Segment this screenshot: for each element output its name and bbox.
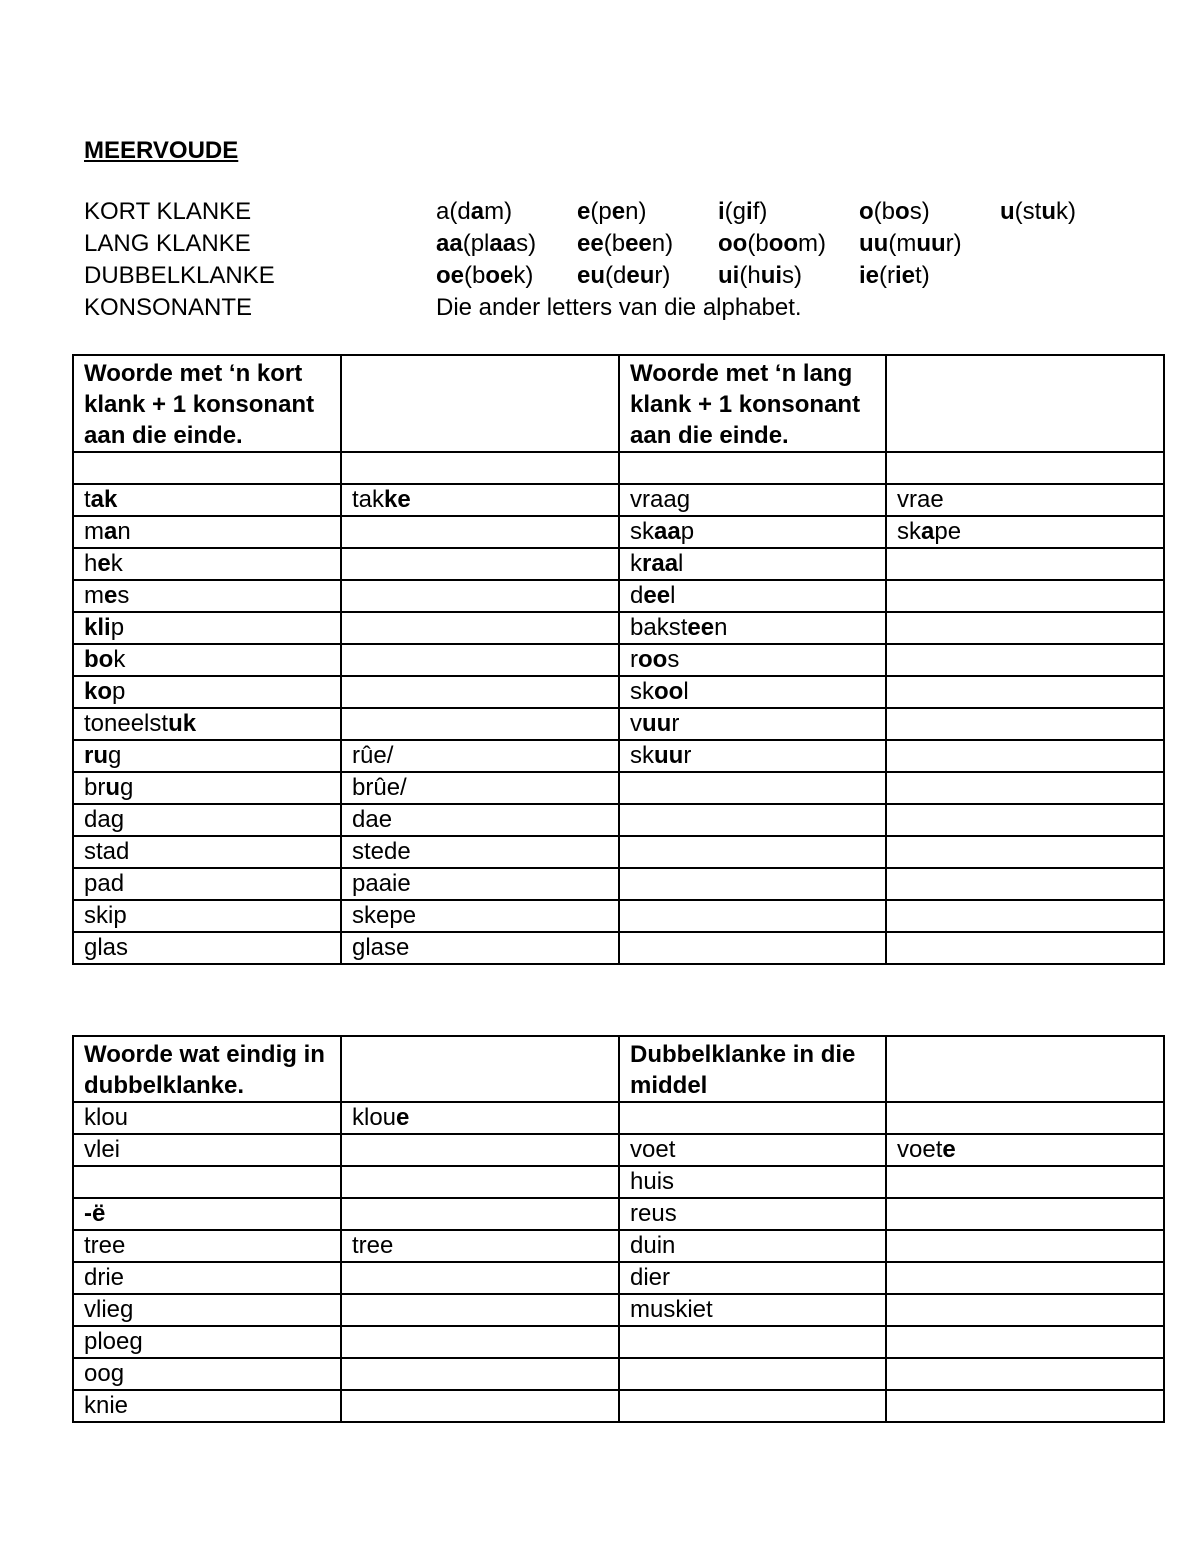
table-cell: rûe/	[341, 740, 619, 772]
sound-example: eu(deur)	[577, 262, 671, 289]
table-cell	[619, 932, 886, 964]
table-cell	[341, 548, 619, 580]
table-cell	[341, 612, 619, 644]
table-cell	[886, 612, 1164, 644]
short-long-vowel-table	[72, 354, 1165, 965]
table-cell	[341, 1326, 619, 1358]
table-row	[73, 1134, 1164, 1166]
table-cell	[886, 548, 1164, 580]
table-cell	[886, 1102, 1164, 1134]
table-cell: brug	[73, 772, 341, 804]
sound-example: oo(boom)	[718, 230, 827, 257]
table-cell: drie	[73, 1262, 341, 1294]
table-cell	[619, 1326, 886, 1358]
page-title: MEERVOUDE	[84, 137, 239, 164]
table-cell	[73, 1166, 341, 1198]
table-cell: -ë	[73, 1198, 341, 1230]
table-cell	[886, 804, 1164, 836]
sound-example: e(pen)	[577, 198, 647, 225]
table-cell	[886, 452, 1164, 484]
table-cell	[341, 1198, 619, 1230]
table-cell: vlei	[73, 1134, 341, 1166]
table-cell: skepe	[341, 900, 619, 932]
table-cell	[886, 772, 1164, 804]
table-cell	[886, 836, 1164, 868]
table-cell: dier	[619, 1262, 886, 1294]
table-cell: skape	[886, 516, 1164, 548]
table-cell: stede	[341, 836, 619, 868]
table-row	[73, 580, 1164, 612]
table-cell: voet	[619, 1134, 886, 1166]
table-cell: stad	[73, 836, 341, 868]
table-row	[73, 868, 1164, 900]
table-cell: tree	[73, 1230, 341, 1262]
sound-example: ie(riet)	[859, 262, 930, 289]
table-header-cell	[886, 355, 1164, 452]
table-cell: huis	[619, 1166, 886, 1198]
sound-example: uu(muur)	[859, 230, 962, 257]
table-cell: klip	[73, 612, 341, 644]
table-cell: skip	[73, 900, 341, 932]
table-cell: voete	[886, 1134, 1164, 1166]
table-cell	[341, 1294, 619, 1326]
table-cell	[619, 772, 886, 804]
sound-example: ee(been)	[577, 230, 674, 257]
table-cell	[341, 516, 619, 548]
table-cell: mes	[73, 580, 341, 612]
table-cell	[619, 836, 886, 868]
sound-category-label: DUBBELKLANKE	[84, 262, 275, 289]
table-cell: kloue	[341, 1102, 619, 1134]
table-header-cell: Dubbelklanke in die middel	[619, 1036, 886, 1102]
table-cell	[341, 1358, 619, 1390]
table-cell: paaie	[341, 868, 619, 900]
table-cell	[886, 1390, 1164, 1422]
table-row	[73, 836, 1164, 868]
sound-example: ui(huis)	[718, 262, 803, 289]
table-header-row	[73, 1036, 1164, 1102]
table-cell	[341, 708, 619, 740]
table-cell	[886, 1294, 1164, 1326]
table-cell: kop	[73, 676, 341, 708]
table-row	[73, 1198, 1164, 1230]
table-cell: bok	[73, 644, 341, 676]
table-cell	[619, 900, 886, 932]
table-header-row	[73, 355, 1164, 452]
table-cell: tree	[341, 1230, 619, 1262]
table-cell	[619, 452, 886, 484]
table-row	[73, 804, 1164, 836]
sound-example: i(gif)	[718, 198, 768, 225]
table-row	[73, 644, 1164, 676]
table-cell	[341, 580, 619, 612]
table-row	[73, 612, 1164, 644]
table-header-cell	[341, 355, 619, 452]
table-cell: brûe/	[341, 772, 619, 804]
table-cell: deel	[619, 580, 886, 612]
table-cell: takke	[341, 484, 619, 516]
table-row	[73, 1166, 1164, 1198]
table-cell: rug	[73, 740, 341, 772]
table-cell: glase	[341, 932, 619, 964]
table-cell	[886, 740, 1164, 772]
sound-example: o(bos)	[859, 198, 930, 225]
diphthong-table	[72, 1035, 1165, 1423]
table-cell: klou	[73, 1102, 341, 1134]
table-cell: roos	[619, 644, 886, 676]
table-cell	[886, 1358, 1164, 1390]
table-cell	[886, 1166, 1164, 1198]
sound-category-label: KONSONANTE	[84, 294, 253, 321]
table-cell	[886, 708, 1164, 740]
table-cell	[886, 900, 1164, 932]
table-cell	[886, 1326, 1164, 1358]
table-cell	[886, 644, 1164, 676]
table-cell	[619, 868, 886, 900]
table-cell: hek	[73, 548, 341, 580]
table-cell	[341, 1390, 619, 1422]
table-cell	[341, 452, 619, 484]
table-cell: dag	[73, 804, 341, 836]
table-cell	[341, 676, 619, 708]
table-cell: oog	[73, 1358, 341, 1390]
table-cell	[341, 644, 619, 676]
table-row	[73, 1294, 1164, 1326]
table-cell: knie	[73, 1390, 341, 1422]
table-header-cell	[341, 1036, 619, 1102]
table-row	[73, 900, 1164, 932]
table-cell: muskiet	[619, 1294, 886, 1326]
table-cell	[341, 1134, 619, 1166]
table-row	[73, 516, 1164, 548]
table-row	[73, 772, 1164, 804]
table-cell: dae	[341, 804, 619, 836]
table-row	[73, 1102, 1164, 1134]
table-cell: vuur	[619, 708, 886, 740]
table-header-cell: Woorde met ‘n lang klank + 1 konsonant aan die einde.	[619, 355, 886, 452]
table-cell: man	[73, 516, 341, 548]
table-cell: tak	[73, 484, 341, 516]
table-cell: glas	[73, 932, 341, 964]
table-cell: skaap	[619, 516, 886, 548]
table-row	[73, 452, 1164, 484]
table-row	[73, 1390, 1164, 1422]
table-cell	[619, 1390, 886, 1422]
table-row	[73, 484, 1164, 516]
table-cell: skuur	[619, 740, 886, 772]
table-cell	[341, 1166, 619, 1198]
sound-example: aa(plaas)	[436, 230, 537, 257]
table-cell: ploeg	[73, 1326, 341, 1358]
table-header-cell: Woorde met ‘n kort klank + 1 konsonant aan die einde.	[73, 355, 341, 452]
table-cell: reus	[619, 1198, 886, 1230]
table-cell	[886, 676, 1164, 708]
table-cell: vlieg	[73, 1294, 341, 1326]
table-cell: kraal	[619, 548, 886, 580]
table-cell	[886, 868, 1164, 900]
table-row	[73, 548, 1164, 580]
sound-description: Die ander letters van die alphabet.	[436, 294, 802, 321]
table-cell	[886, 1230, 1164, 1262]
table-row	[73, 740, 1164, 772]
table-cell: vraag	[619, 484, 886, 516]
table-row	[73, 1262, 1164, 1294]
table-cell: duin	[619, 1230, 886, 1262]
table-cell	[886, 932, 1164, 964]
table-cell: toneelstuk	[73, 708, 341, 740]
table-cell: pad	[73, 868, 341, 900]
table-cell: vrae	[886, 484, 1164, 516]
table-cell: baksteen	[619, 612, 886, 644]
table-row	[73, 1358, 1164, 1390]
sound-example: oe(boek)	[436, 262, 534, 289]
sound-example: u(stuk)	[1000, 198, 1077, 225]
table-cell	[619, 804, 886, 836]
table-row	[73, 1326, 1164, 1358]
table-cell	[886, 580, 1164, 612]
sound-category-label: LANG KLANKE	[84, 230, 251, 257]
table-row	[73, 676, 1164, 708]
table-cell	[619, 1358, 886, 1390]
table-cell	[73, 452, 341, 484]
table-header-cell	[886, 1036, 1164, 1102]
table-row	[73, 708, 1164, 740]
table-cell	[886, 1198, 1164, 1230]
table-row	[73, 1230, 1164, 1262]
table-cell: skool	[619, 676, 886, 708]
sound-example: a(dam)	[436, 198, 513, 225]
table-header-cell: Woorde wat eindig in dubbelklanke.	[73, 1036, 341, 1102]
table-cell	[886, 1262, 1164, 1294]
table-cell	[341, 1262, 619, 1294]
table-row	[73, 932, 1164, 964]
sound-category-label: KORT KLANKE	[84, 198, 252, 225]
table-cell	[619, 1102, 886, 1134]
